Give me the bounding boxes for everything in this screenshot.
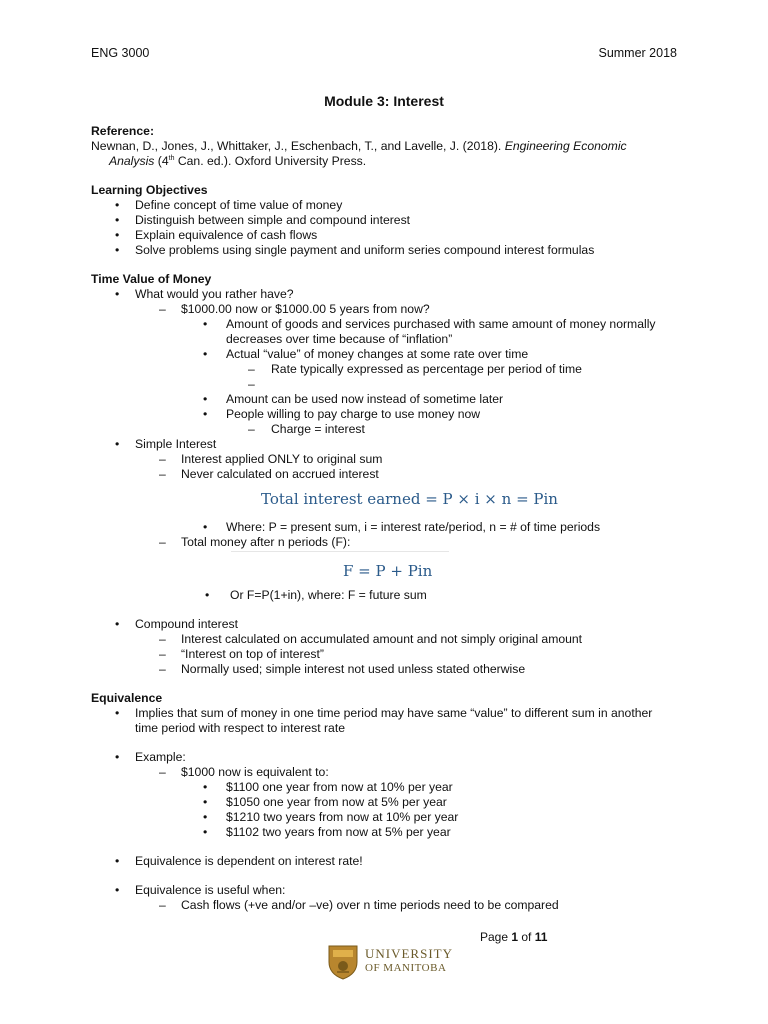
logo-manitoba: OF MANITOBA: [365, 962, 447, 974]
list-item: • Equivalence is useful when:: [115, 883, 286, 897]
list-item-continuation: time period with respect to interest rate: [135, 721, 345, 735]
university-logo: [327, 942, 457, 982]
page-title: Module 3: Interest: [324, 93, 444, 109]
page-number: Page 1 of 11: [480, 930, 548, 944]
reference-line-2: Analysis (4th Can. ed.). Oxford University Press.: [109, 154, 367, 168]
course-code: ENG 3000: [91, 46, 150, 60]
list-item: • Explain equivalence of cash flows: [115, 228, 318, 242]
list-item: – Cash flows (+ve and/or –ve) over n time periods need to be compared: [159, 898, 559, 912]
list-item: • People willing to pay charge to use money now: [203, 407, 481, 421]
list-item: • Define concept of time value of money: [115, 198, 343, 212]
list-item: • Solve problems using single payment and uniform series compound interest formulas: [115, 243, 595, 257]
list-item: • Actual “value” of money changes at some rate over time: [203, 347, 529, 361]
list-item: • Example:: [115, 750, 186, 764]
document-body: [91, 124, 678, 913]
logo-university: UNIVERSITY: [365, 946, 453, 961]
list-item: • Where: P = present sum, i = interest rate/period, n = # of time periods: [203, 520, 601, 534]
future-sum-formula: F = P + Pin: [91, 550, 678, 588]
term: Summer 2018: [598, 46, 677, 60]
list-item: – Interest applied ONLY to original sum: [159, 452, 383, 466]
list-item: – Charge = interest: [248, 422, 365, 436]
book-title: Engineering Economic: [504, 139, 627, 153]
objectives-heading: Learning Objectives: [91, 183, 208, 197]
tvm-heading: Time Value of Money: [91, 272, 212, 286]
list-item: • Amount can be used now instead of sometime later: [203, 392, 504, 406]
list-item: – Normally used; simple interest not used unless stated otherwise: [159, 662, 526, 676]
list-item: – $1000.00 now or $1000.00 5 years from now?: [159, 302, 430, 316]
list-item: • $1050 one year from now at 5% per year: [203, 795, 447, 809]
list-item: • What would you rather have?: [115, 287, 294, 301]
equivalence-heading: Equivalence: [91, 691, 163, 705]
list-item: • Or F=P(1+in), where: F = future sum: [205, 588, 427, 602]
list-item: • Compound interest: [115, 617, 238, 631]
list-item: • Distinguish between simple and compound interest: [115, 213, 411, 227]
simple-interest-formula: Total interest earned = P × i × n = Pin: [261, 490, 558, 508]
list-item: • $1210 two years from now at 10% per year: [203, 810, 459, 824]
list-item: • Equivalence is dependent on interest rate!: [115, 854, 363, 868]
list-item: • Simple Interest: [115, 437, 217, 451]
list-item: • Amount of goods and services purchased with same amount of money normally: [203, 317, 656, 331]
reference-heading: Reference:: [91, 124, 154, 138]
list-item: – Never calculated on accrued interest: [159, 467, 379, 481]
list-item: – Total money after n periods (F):: [159, 535, 351, 549]
list-item: – “Interest on top of interest”: [159, 647, 324, 661]
list-item: • $1100 one year from now at 10% per year: [203, 780, 453, 794]
reference-line-1: Newnan, D., Jones, J., Whittaker, J., Eschenbach, T., and Lavelle, J. (2018). Engineering Economic: [91, 139, 627, 153]
list-item: • $1102 two years from now at 5% per year: [203, 825, 451, 839]
crest-icon: [327, 942, 359, 980]
list-item-empty: –: [248, 377, 255, 391]
list-item: – $1000 now is equivalent to:: [159, 765, 329, 779]
list-item: – Interest calculated on accumulated amount and not simply original amount: [159, 632, 583, 646]
list-item-continuation: decreases over time because of “inflation”: [226, 332, 453, 346]
list-item: – Rate typically expressed as percentage per period of time: [248, 362, 582, 376]
list-item: • Implies that sum of money in one time period may have same “value” to different sum in another: [115, 706, 653, 720]
